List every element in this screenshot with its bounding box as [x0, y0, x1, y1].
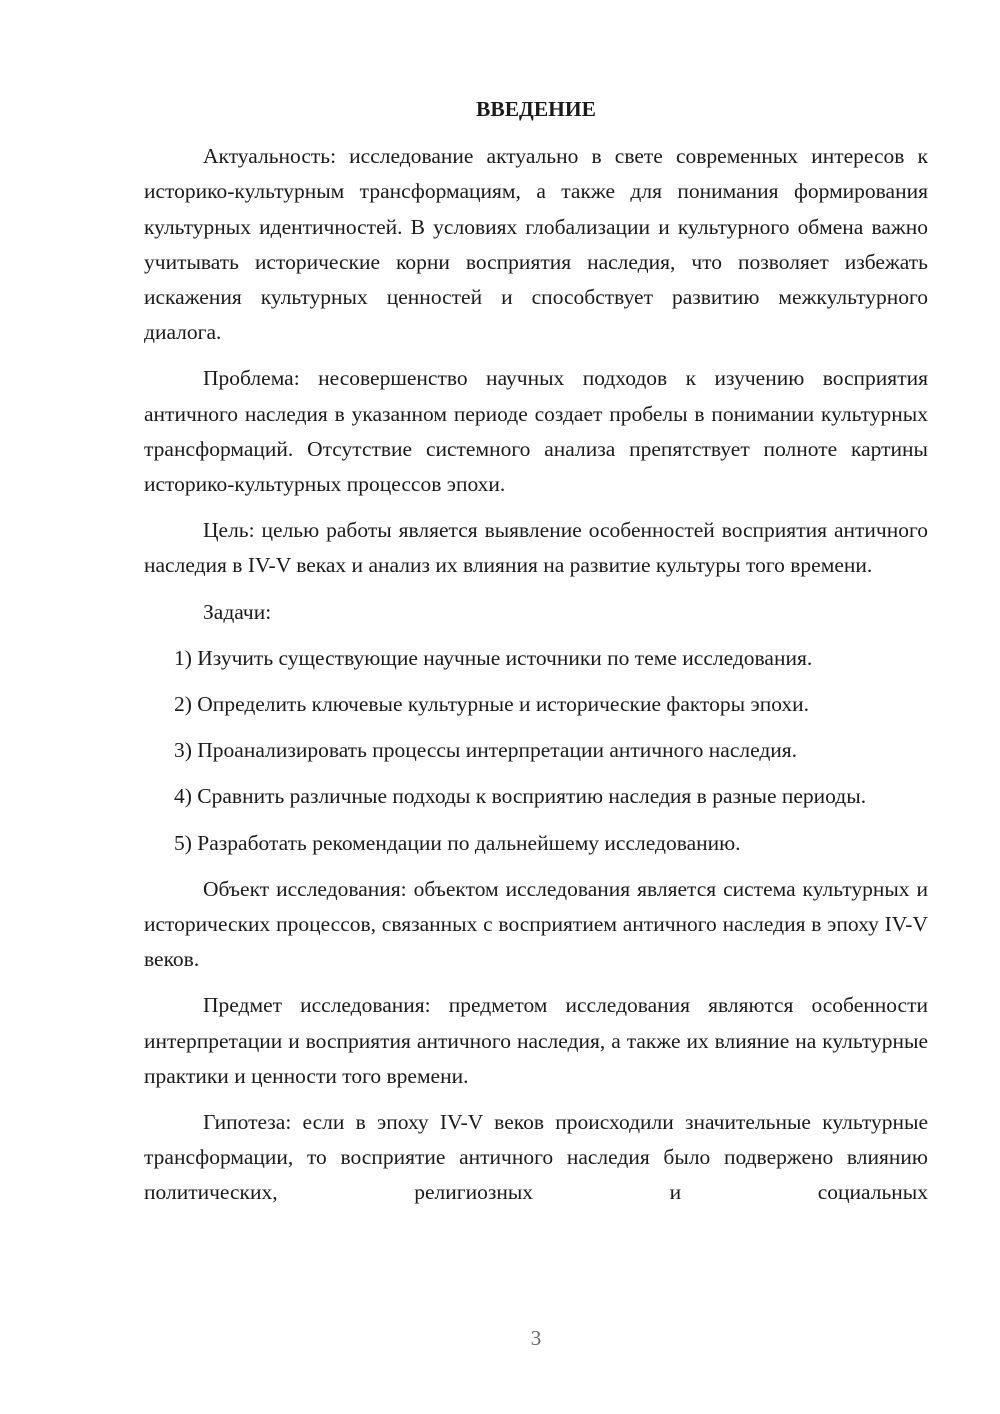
paragraph-subject: Предмет исследования: предметом исследования являются особенности интерпретации и восприятия античного наследия, а также их влияние на культурные практики и ценности того времени. — [144, 993, 928, 1088]
page-number: 3 — [530, 1326, 542, 1350]
paragraph-problem: Проблема: несовершенство научных подходов к изучению восприятия античного наследия в указанном периоде создает пробелы в понимании культурных трансформаций. Отсутствие системного анализа препятствует полноте картины историко-культурных процессов эпохи. — [144, 366, 928, 497]
section-title: ВВЕДЕНИЕ — [476, 97, 596, 121]
tasks-heading: Задачи: — [203, 599, 272, 624]
paragraph-hypothesis: Гипотеза: если в эпоху IV-V веков происходили значительные культурные трансформации, то восприятие античного наследия было подвержено влиянию политических, религиозных и социальных — [144, 1110, 928, 1205]
task-item: 2) Определить ключевые культурные и исторические факторы эпохи. — [174, 692, 810, 717]
task-item: 1) Изучить существующие научные источники по теме исследования. — [174, 645, 813, 670]
paragraph-goal: Цель: целью работы является выявление особенностей восприятия античного наследия в IV-V веках и анализ их влияния на развитие культуры того времени. — [144, 518, 928, 578]
task-item: 5) Разработать рекомендации по дальнейшему исследованию. — [174, 830, 741, 855]
document-body — [144, 92, 928, 1222]
task-item: 4) Сравнить различные подходы к восприятию наследия в разные периоды. — [174, 784, 867, 809]
paragraph-object: Объект исследования: объектом исследования является система культурных и исторических процессов, связанных с восприятием античного наследия в эпоху IV-V веков. — [144, 876, 928, 972]
task-item: 3) Проанализировать процессы интерпретации античного наследия. — [174, 738, 798, 763]
paragraph-relevance: Актуальность: исследование актуально в свете современных интересов к историко-культурным трансформациям, а также для понимания формирования культурных идентичностей. В условиях глобализации и культурного обмена важно учитывать исторические корни восприятия наследия, что позволяет избежать искажения культурных ценностей и способствует развитию межкультурного диалога. — [144, 144, 928, 345]
